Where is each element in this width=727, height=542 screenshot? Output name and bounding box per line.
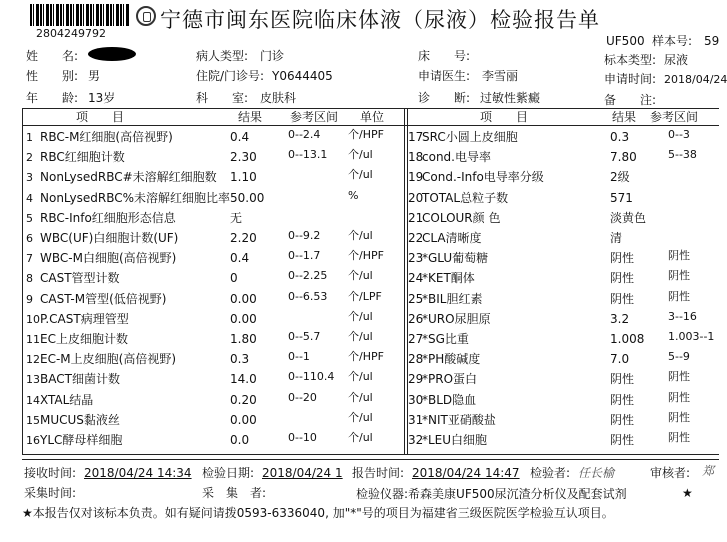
unit: 个/ul <box>348 370 373 383</box>
unit: % <box>348 189 359 202</box>
row-number: 14 <box>26 394 40 407</box>
test-item-name: P.CAST病理管型 <box>40 312 129 326</box>
header-range-right: 参考区间 <box>650 110 699 124</box>
row-number: 10 <box>26 313 40 326</box>
test-item-name: RBC红细胞计数 <box>40 150 125 164</box>
test-item-name: NonLysedRBC%未溶解红细胞比率 <box>40 191 231 205</box>
row-number: 17 <box>408 130 424 144</box>
test-item-name: *PRO蛋白 <box>422 372 478 386</box>
reference-range: 阴性 <box>668 391 690 404</box>
test-result: 50.00 <box>230 191 265 205</box>
header-result-right: 结果 <box>612 110 637 124</box>
reference-range: 0--2.25 <box>288 269 328 282</box>
sample-number: 59 <box>704 34 720 48</box>
test-item-name: *URO尿胆原 <box>422 312 491 326</box>
row-number: 3 <box>26 171 33 184</box>
test-item-name: BACT细菌计数 <box>40 372 120 386</box>
header-result-left: 结果 <box>238 110 263 124</box>
test-item-name: NonLysedRBC#未溶解红细胞数 <box>40 170 217 184</box>
name-redaction <box>88 47 136 61</box>
test-date-value: 2018/04/24 1 <box>262 466 343 480</box>
tester-label: 检验者: <box>530 466 571 480</box>
department-value: 皮肤科 <box>260 91 297 105</box>
unit: 个/ul <box>348 229 373 242</box>
test-result: 2级 <box>610 170 630 184</box>
table-left-border <box>22 108 23 454</box>
test-item-name: YLC酵母样细胞 <box>40 433 123 447</box>
row-number: 11 <box>26 333 40 346</box>
test-item-name: COLOUR颜 色 <box>422 211 501 225</box>
test-result: 2.30 <box>230 150 257 164</box>
patient-id-label: 住院/门诊号: <box>196 69 265 83</box>
reference-range: 5--38 <box>668 148 697 161</box>
test-item-name: RBC-M红细胞(高倍视野) <box>40 130 173 144</box>
test-result: 0.4 <box>230 251 250 265</box>
test-result: 0.3 <box>610 130 630 144</box>
reference-range: 阴性 <box>668 290 690 303</box>
table-top-line <box>22 108 719 109</box>
test-result: 阴性 <box>610 372 635 386</box>
report-time-label: 报告时间: <box>352 466 405 480</box>
star-mark: ★ <box>682 486 693 500</box>
test-result: 阴性 <box>610 292 635 306</box>
test-result: 0.3 <box>230 352 250 366</box>
test-item-name: RBC-Info红细胞形态信息 <box>40 211 176 225</box>
test-result: 0.0 <box>230 433 250 447</box>
gender-value: 男 <box>88 69 101 83</box>
age-label: 年 龄: <box>26 91 79 105</box>
row-number: 12 <box>26 353 40 366</box>
unit: 个/ul <box>348 269 373 282</box>
test-item-name: XTAL结晶 <box>40 393 94 407</box>
tester-signature: 任长榆 <box>578 466 615 480</box>
table-header-line <box>22 125 719 126</box>
header-item-left: 项 目 <box>76 110 125 124</box>
row-number: 21 <box>408 211 424 225</box>
specimen-label: 标本类型: <box>604 53 657 67</box>
row-number: 16 <box>26 434 40 447</box>
reference-range: 阴性 <box>668 269 690 282</box>
receive-time-label: 接收时间: <box>24 466 77 480</box>
test-item-name: *SG比重 <box>422 332 469 346</box>
test-item-name: CLA清晰度 <box>422 231 482 245</box>
test-result: 无 <box>230 211 243 225</box>
patient-type-value: 门诊 <box>260 49 285 63</box>
test-item-name: MUCUS黏液丝 <box>40 413 120 427</box>
reference-range: 0--10 <box>288 431 317 444</box>
patient-id-value: Y0644405 <box>272 69 333 83</box>
row-number: 27 <box>408 332 424 346</box>
patient-type-label: 病人类型: <box>196 49 249 63</box>
reference-range: 5--9 <box>668 350 690 363</box>
barcode <box>30 4 130 26</box>
test-result: 14.0 <box>230 372 257 386</box>
row-number: 29 <box>408 372 424 386</box>
reference-range: 0--9.2 <box>288 229 321 242</box>
header-unit-left: 单位 <box>360 110 385 124</box>
test-result: 阴性 <box>610 271 635 285</box>
test-item-name: WBC-M白细胞(高倍视野) <box>40 251 177 265</box>
reference-range: 3--16 <box>668 310 697 323</box>
row-number: 30 <box>408 393 424 407</box>
test-item-name: cond.电导率 <box>422 150 491 164</box>
test-result: 阴性 <box>610 433 635 447</box>
header-item-right: 项 目 <box>480 110 529 124</box>
test-result: 3.2 <box>610 312 630 326</box>
test-item-name: CAST管型计数 <box>40 271 120 285</box>
diagnosis-value: 过敏性紫癜 <box>480 91 541 105</box>
unit: 个/ul <box>348 168 373 181</box>
row-number: 28 <box>408 352 424 366</box>
receive-time-value: 2018/04/24 14:34 <box>84 466 192 480</box>
test-item-name: *KET酮体 <box>422 271 475 285</box>
test-item-name: Cond.-Info电导率分级 <box>422 170 544 184</box>
row-number: 4 <box>26 192 33 205</box>
test-result: 1.008 <box>610 332 645 346</box>
unit: 个/LPF <box>348 290 382 303</box>
request-time-value: 2018/04/24 <box>664 73 727 86</box>
row-number: 6 <box>26 232 33 245</box>
test-result: 2.20 <box>230 231 257 245</box>
row-number: 22 <box>408 231 424 245</box>
instrument-code: UF500 <box>606 34 645 48</box>
reference-range: 0--20 <box>288 391 317 404</box>
row-number: 18 <box>408 150 424 164</box>
test-item-name: CAST-M管型(低倍视野) <box>40 292 167 306</box>
test-item-name: TOTAL总粒子数 <box>422 191 509 205</box>
unit: 个/ul <box>348 330 373 343</box>
test-item-name: EC-M上皮细胞(高倍视野) <box>40 352 177 366</box>
row-number: 1 <box>26 131 33 144</box>
unit: 个/HPF <box>348 249 384 262</box>
gender-label: 性 别: <box>26 69 79 83</box>
reference-range: 0--2.4 <box>288 128 321 141</box>
test-result: 淡黄色 <box>610 211 647 225</box>
row-number: 2 <box>26 151 33 164</box>
hospital-logo-icon <box>136 6 156 26</box>
reference-range: 0--1 <box>288 350 310 363</box>
test-result: 571 <box>610 191 633 205</box>
test-item-name: *LEU白细胞 <box>422 433 488 447</box>
reference-range: 阴性 <box>668 431 690 444</box>
unit: 个/ul <box>348 310 373 323</box>
test-item-name: EC上皮细胞计数 <box>40 332 128 346</box>
header-range-left: 参考区间 <box>290 110 339 124</box>
test-result: 阴性 <box>610 251 635 265</box>
test-item-name: *BIL胆红素 <box>422 292 483 306</box>
test-result: 0.00 <box>230 312 257 326</box>
test-item-name: *PH酸碱度 <box>422 352 481 366</box>
reference-range: 0--5.7 <box>288 330 321 343</box>
test-result: 7.0 <box>610 352 630 366</box>
table-bottom-line <box>22 454 719 455</box>
footer-top-line <box>22 459 719 460</box>
reference-range: 阴性 <box>668 249 690 262</box>
test-result: 0.4 <box>230 130 250 144</box>
row-number: 5 <box>26 212 33 225</box>
test-date-label: 检验日期: <box>202 466 255 480</box>
test-result: 7.80 <box>610 150 637 164</box>
reference-range: 0--1.7 <box>288 249 321 262</box>
sample-label: 样本号: <box>652 34 693 48</box>
test-result: 0.00 <box>230 413 257 427</box>
name-label: 姓 名: <box>26 49 79 63</box>
unit: 个/ul <box>348 148 373 161</box>
test-result: 0.20 <box>230 393 257 407</box>
specimen-value: 尿液 <box>664 53 689 67</box>
instrument-text: 检验仪器:希森美康UF500尿沉渣分析仪及配套试剂 <box>356 487 627 501</box>
barcode-number: 2804249792 <box>36 27 106 40</box>
diagnosis-label: 诊 断: <box>418 91 471 105</box>
test-result: 阴性 <box>610 413 635 427</box>
row-number: 25 <box>408 292 424 306</box>
test-item-name: *NIT亚硝酸盐 <box>422 413 496 427</box>
age-value: 13岁 <box>88 91 116 105</box>
row-number: 32 <box>408 433 424 447</box>
reference-range: 0--6.53 <box>288 290 328 303</box>
test-result: 0.00 <box>230 292 257 306</box>
row-number: 24 <box>408 271 424 285</box>
footer-note: ★本报告仅对该标本负责。如有疑问请拨0593-6336040, 加"*"号的项目为福建省三级医院医学检验互认项目。 <box>22 506 614 520</box>
row-number: 26 <box>408 312 424 326</box>
unit: 个/ul <box>348 411 373 424</box>
report-title: 宁德市闽东医院临床体液（尿液）检验报告单 <box>160 8 600 32</box>
test-result: 0 <box>230 271 238 285</box>
table-center-divider <box>404 108 405 454</box>
unit: 个/ul <box>348 431 373 444</box>
test-item-name: *GLU葡萄糖 <box>422 251 489 265</box>
report-time-value: 2018/04/24 14:47 <box>412 466 520 480</box>
reviewer-label: 审核者: <box>650 466 691 480</box>
reference-range: 0--13.1 <box>288 148 328 161</box>
row-number: 9 <box>26 293 33 306</box>
unit: 个/ul <box>348 391 373 404</box>
test-item-name: WBC(UF)白细胞计数(UF) <box>40 231 179 245</box>
test-item-name: *BLD隐血 <box>422 393 477 407</box>
unit: 个/HPF <box>348 128 384 141</box>
row-number: 20 <box>408 191 424 205</box>
row-number: 7 <box>26 252 33 265</box>
doctor-value: 李雪丽 <box>482 69 519 83</box>
row-number: 15 <box>26 414 40 427</box>
reference-range: 0--110.4 <box>288 370 335 383</box>
row-number: 31 <box>408 413 424 427</box>
collect-time-label: 采集时间: <box>24 486 77 500</box>
reviewer-signature: 郑 <box>702 464 715 478</box>
row-number: 8 <box>26 272 33 285</box>
reference-range: 阴性 <box>668 411 690 424</box>
reference-range: 0--3 <box>668 128 690 141</box>
test-result: 1.10 <box>230 170 257 184</box>
request-time-label: 申请时间: <box>604 72 657 86</box>
test-result: 清 <box>610 231 623 245</box>
row-number: 19 <box>408 170 424 184</box>
doctor-label: 申请医生: <box>418 69 471 83</box>
test-result: 1.80 <box>230 332 257 346</box>
row-number: 13 <box>26 373 40 386</box>
unit: 个/HPF <box>348 350 384 363</box>
row-number: 23 <box>408 251 424 265</box>
test-item-name: SRC小圆上皮细胞 <box>422 130 518 144</box>
department-label: 科 室: <box>196 91 249 105</box>
remark-label: 备 注: <box>604 93 657 107</box>
reference-range: 阴性 <box>668 370 690 383</box>
collector-label: 采 集 者: <box>202 486 267 500</box>
bed-label: 床 号: <box>418 49 471 63</box>
reference-range: 1.003--1 <box>668 330 715 343</box>
test-result: 阴性 <box>610 393 635 407</box>
